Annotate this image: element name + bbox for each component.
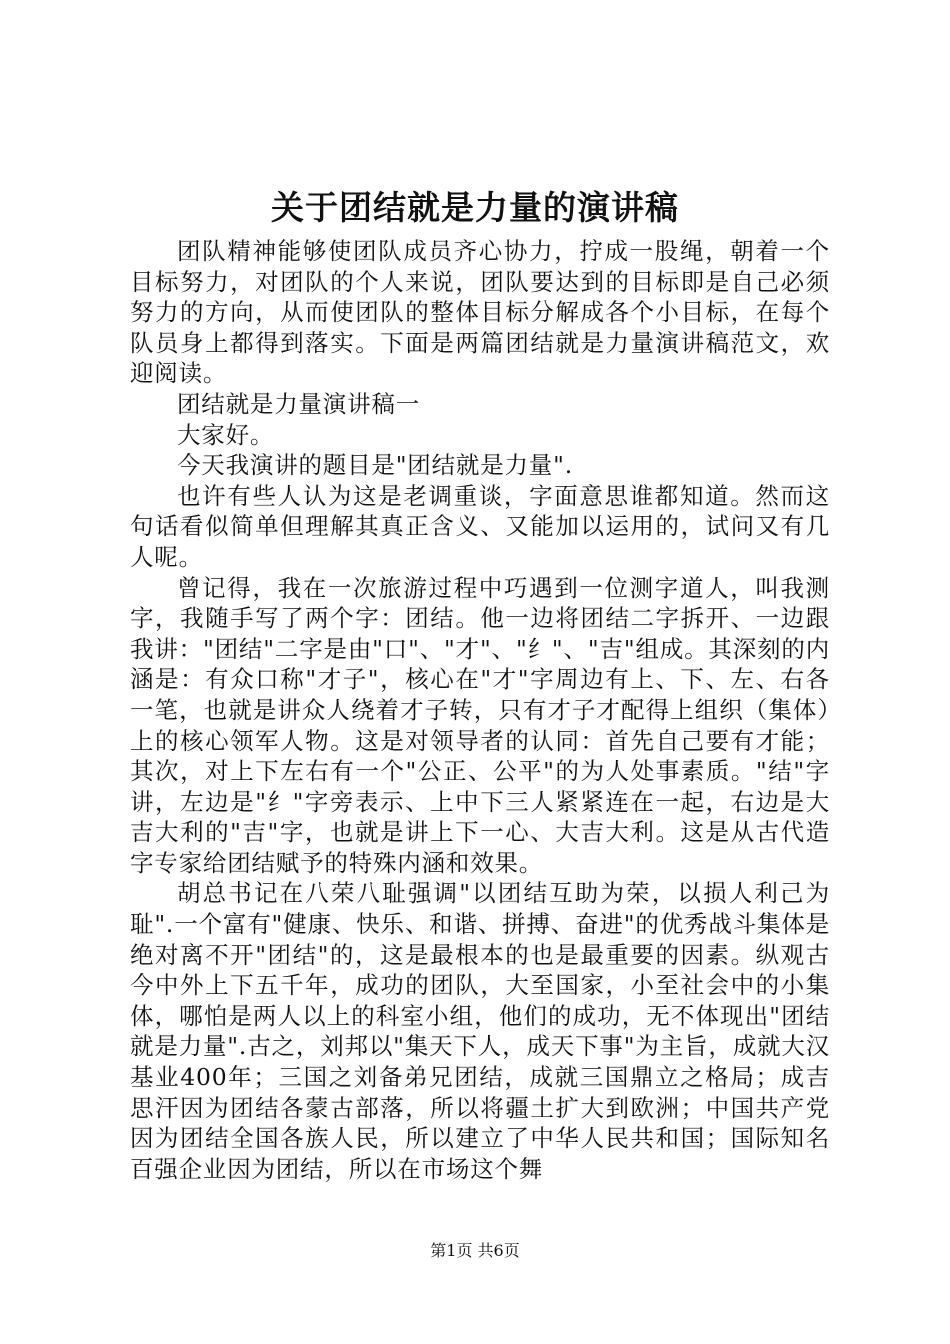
body-paragraph: 曾记得，我在一次旅游过程中巧遇到一位测字道人，叫我测字，我随手写了两个字：团结。他一边将团结二字拆开、一边跟我讲："团结"二字是由"口"、"才"、"纟"、"吉"组成。其深刻的内涵是：有众口称"才子"，核心在"才"字周边有上、下、左、右各一笔，也就是讲众人绕着才子转，只有才子才配得上组织（集体）上的核心领军人物。这是对领导者的认同：首先自己要有才能；其次，对上下左右有一个"公正、公平"的为人处事素质。"结"字讲，左边是"纟"字旁表示、上中下三人紧紧连在一起，右边是大吉大利的"吉"字，也就是讲上下一心、大吉大利。这是从古代造字专家给团结赋予的特殊内涵和效果。 bbox=[130, 573, 830, 877]
section-heading: 团结就是力量演讲稿一 bbox=[177, 389, 420, 418]
document-body bbox=[130, 236, 830, 1184]
greeting-paragraph: 大家好。 bbox=[177, 420, 275, 449]
page-footer: 第1页 共6页 bbox=[430, 1241, 520, 1260]
document-title: 关于团结就是力量的演讲稿 bbox=[271, 188, 679, 227]
intro-paragraph: 团队精神能够使团队成员齐心协力，拧成一股绳，朝着一个目标努力，对团队的个人来说，团队要达到的目标即是自己必须努力的方向，从而使团队的整体目标分解成各个小目标，在每个队员身上都得到落实。下面是两篇团结就是力量演讲稿范文，欢迎阅读。 bbox=[130, 237, 830, 388]
body-paragraph: 胡总书记在八荣八耻强调"以团结互助为荣，以损人利己为耻".一个富有"健康、快乐、和谐、拼搏、奋进"的优秀战斗集体是绝对离不开"团结"的，这是最根本的也是最重要的因素。纵观古今中外上下五千年，成功的团队，大至国家，小至社会中的小集体，哪怕是两人以上的科室小组，他们的成功，无不体现出"团结就是力量".古之，刘邦以"集天下人，成天下事"为主旨，成就大汉基业400年；三国之刘备弟兄团结，成就三国鼎立之格局；成吉思汗因为团结各蒙古部落，所以将疆土扩大到欧洲；中国共产党因为团结全国各族人民，所以建立了中华人民共和国；国际知名百强企业因为团结，所以在市场这个舞 bbox=[130, 879, 830, 1183]
body-paragraph: 也许有些人认为这是老调重谈，字面意思谁都知道。然而这句话看似简单但理解其真正含义、又能加以运用的，试问又有几人呢。 bbox=[130, 481, 830, 571]
topic-paragraph: 今天我演讲的题目是"团结就是力量". bbox=[177, 451, 573, 480]
